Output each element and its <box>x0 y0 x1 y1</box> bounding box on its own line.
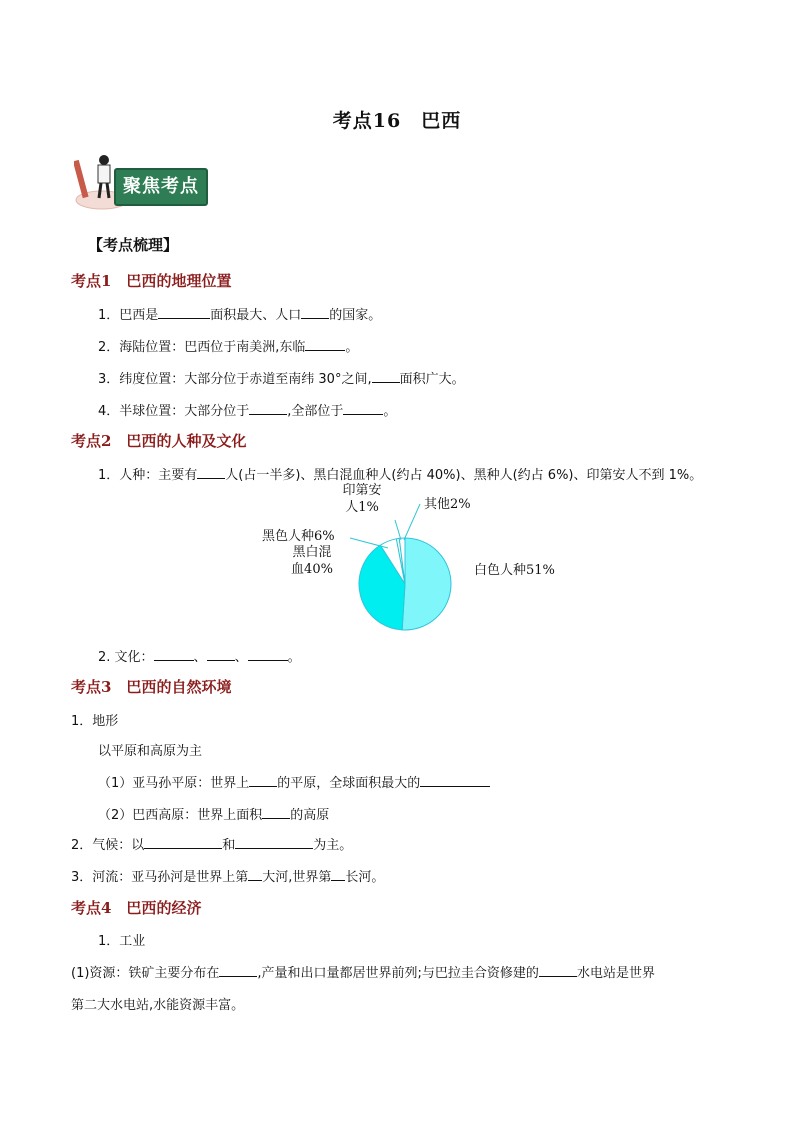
pie-slice <box>402 538 451 630</box>
pie-slice-label: 黑色人种6% <box>262 529 335 544</box>
kp2-race: 1．人种：主要有 人(占一半多)、黑白混血种人(约占 40%)、黑种人(约占 6%)、印第安人不到 1%。 <box>98 468 703 483</box>
kp1-item-2: 2．海陆位置：巴西位于南美洲,东临 。 <box>98 340 359 355</box>
kp4-industry: 1．工业 <box>98 934 146 949</box>
pie-slice-label: 黑白混血40% <box>291 545 333 577</box>
review-heading: 【考点梳理】 <box>88 236 179 254</box>
kp1-item-4: 4．半球位置：大部分位于 ,全部位于 。 <box>98 404 397 419</box>
kp3-plateau: （2）巴西高原：世界上面积 的高原 <box>98 808 330 823</box>
kp3-heading: 考点3 巴西的自然环境 <box>71 678 232 696</box>
kp2-heading: 考点2 巴西的人种及文化 <box>71 432 247 450</box>
kp1-heading: 考点1 巴西的地理位置 <box>71 272 232 290</box>
focus-badge <box>74 150 204 212</box>
kp4-heading: 考点4 巴西的经济 <box>71 899 202 917</box>
pie-leader-line <box>395 520 401 540</box>
kp3-climate: 2．气候：以 和 为主。 <box>71 838 353 853</box>
pie-leader-line <box>350 538 388 548</box>
race-pie-chart <box>0 482 794 642</box>
kp2-culture: 2. 文化： 、 、 。 <box>98 650 301 665</box>
page-title: 考点16 巴西 <box>332 110 462 132</box>
kp3-terrain-main: 以平原和高原为主 <box>98 744 203 759</box>
kp4-resource: (1)资源：铁矿主要分布在 ,产量和出口量都居世界前列;与巴拉圭合资修建的 水电站是世界 <box>71 966 655 981</box>
pie-slice-label: 白色人种51% <box>474 563 555 578</box>
kp4-resource-cont: 第二大水电站,水能资源丰富。 <box>71 998 245 1013</box>
pie-leader-line <box>404 504 420 540</box>
kp1-item-3: 3．纬度位置：大部分位于赤道至南纬 30°之间, 面积广大。 <box>98 372 465 387</box>
kp3-river: 3．河流：亚马孙河是世界上第 大河,世界第 长河。 <box>71 870 385 885</box>
badge-label: 聚焦考点 <box>114 168 208 206</box>
pie-slice-label: 印第安人1% <box>342 483 382 515</box>
pie-slice-label: 其他2% <box>424 497 471 512</box>
kp3-terrain: 1．地形 <box>71 714 119 729</box>
kp1-item-1: 1．巴西是 面积最大、人口 的国家。 <box>98 308 382 323</box>
kp3-amazon: （1）亚马孙平原：世界上 的平原，全球面积最大的 <box>98 772 490 791</box>
